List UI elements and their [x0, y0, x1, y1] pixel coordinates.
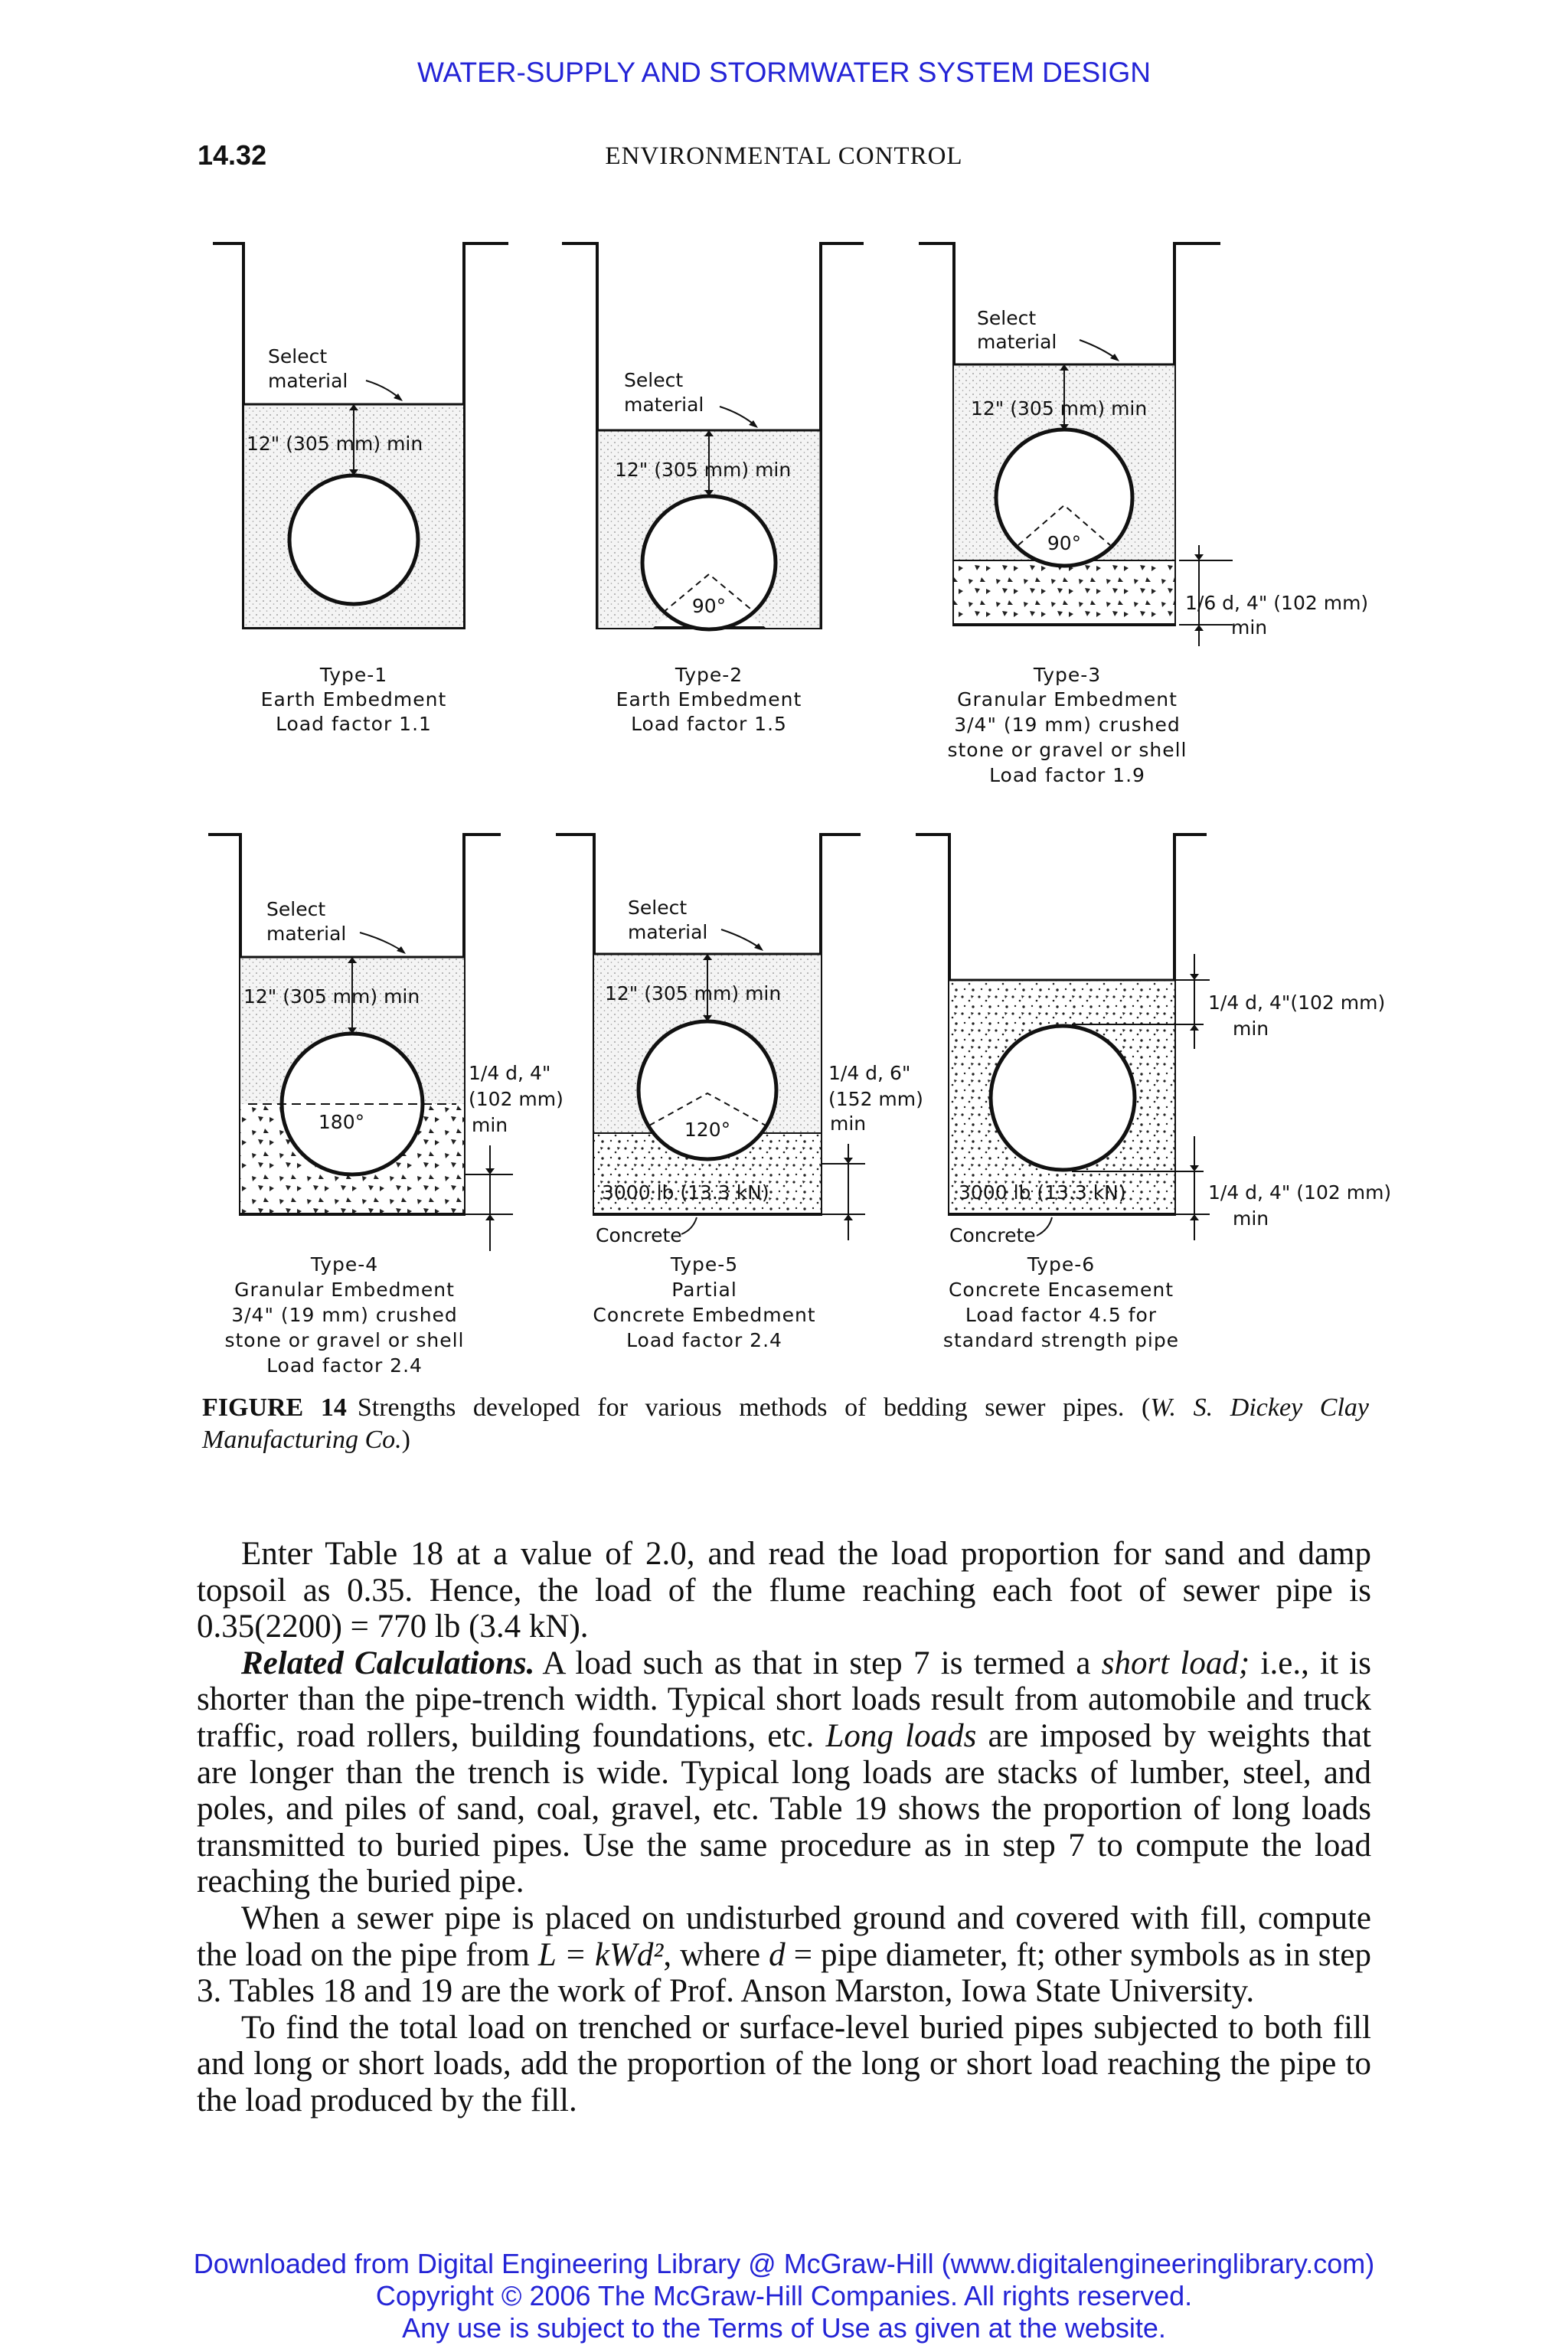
type-3-dim-label: 1/6 d, 4" (102 mm) [1185, 592, 1369, 614]
type-1-caption-line: Type-1 [319, 664, 388, 686]
type-6-caption-line: standard strength pipe [942, 1329, 1180, 1351]
type-2-caption-line: Load factor 1.5 [631, 713, 787, 735]
type-4-diagram [208, 835, 564, 1377]
paragraph: To find the total load on trenched or surface-level buried pipes subjected to both fill and long or short loads, add the proportion of the long or short load reaching the pipe to the load produced by the fill. [197, 2009, 1371, 2118]
type-6-caption-line: Load factor 4.5 for [965, 1304, 1158, 1326]
type-5-select-label: Select [628, 897, 688, 919]
type-4-dim-min: min [472, 1114, 508, 1136]
footer-download-link[interactable]: Downloaded from Digital Engineering Library @ McGraw-Hill (www.digitalengineeringlibrary.com) [193, 2248, 1375, 2279]
paragraph-text: are imposed by weights that are longer than the trench is wide. Typical long loads are stacks of lumber, steel, and poles, and piles of sand, coal, gravel, etc. Table 19 shows the proportion of long loads transmitted to buried pipes. Use the same procedure as in step 7 to compute the load reaching the buried pipe. [197, 1717, 1371, 1900]
paragraph-text: A load such as that in step 7 is termed a [542, 1645, 1102, 1681]
type-4-caption-line: Type-4 [310, 1253, 379, 1276]
page-number: 14.32 [198, 139, 267, 171]
type-3-cover-label: 12" (305 mm) min [971, 397, 1148, 420]
type-2-material-label: material [624, 394, 704, 416]
type-5-caption-line: Load factor 2.4 [626, 1329, 782, 1351]
footer-copyright[interactable]: Copyright © 2006 The McGraw-Hill Companies. All rights reserved. [375, 2280, 1193, 2311]
type-6-caption-line: Concrete Encasement [948, 1279, 1174, 1301]
type-5-dim-label: (152 mm) [828, 1088, 923, 1110]
type-4-dim-label: 1/4 d, 4" [469, 1062, 551, 1084]
type-6-dim-bottom-label: 1/4 d, 4" (102 mm) [1208, 1181, 1392, 1204]
type-2-select-label: Select [624, 369, 684, 391]
running-head: ENVIRONMENTAL CONTROL [605, 142, 963, 170]
type-6-dim-top-min: min [1233, 1018, 1269, 1040]
type-3-material-label: material [977, 331, 1057, 353]
paragraph-emphasis: short load; [1101, 1645, 1250, 1681]
paragraph-text: , where [663, 1936, 769, 1973]
type-3-diagram [919, 243, 1368, 786]
figure-caption [202, 1392, 1369, 1456]
type-3-caption-line: Type-3 [1033, 664, 1102, 686]
body-text [197, 1536, 1371, 2119]
type-4-material-label: material [266, 923, 347, 945]
type-2-diagram [562, 243, 864, 735]
type-6-caption-line: Type-6 [1027, 1253, 1096, 1276]
type-5-dim-min: min [830, 1112, 867, 1135]
caption-text: Strengths developed for various methods of bedding sewer pipes. ( [357, 1393, 1151, 1422]
type-5-material-label: material [628, 921, 708, 943]
type-3-caption-line: stone or gravel or shell [947, 739, 1187, 761]
type-5-caption-line: Partial [671, 1279, 737, 1301]
type-3-caption-line: Load factor 1.9 [989, 764, 1145, 786]
type-5-caption-line: Concrete Embedment [593, 1304, 816, 1326]
paragraph [197, 1900, 1371, 2010]
type-5-diagram [556, 835, 923, 1351]
paragraph-text: = pipe diameter, ft; other symbols as in step 3. Tables 18 and 19 are the work of Prof. Anson Marston, Iowa State University. [197, 1936, 1372, 2010]
type-6-dim-bottom-min: min [1233, 1207, 1269, 1230]
type-3-caption-line: 3/4" (19 mm) crushed [954, 714, 1181, 736]
type-5-concrete-strength: 3000 lb (13.3 kN) [602, 1181, 769, 1204]
formula-variable: d [769, 1936, 786, 1973]
type-1-caption-line: Earth Embedment [260, 688, 447, 710]
type-3-dim-min: min [1231, 616, 1268, 639]
type-1-select-label: Select [268, 345, 328, 368]
caption-close: ) [401, 1426, 410, 1454]
type-5-caption-line: Type-5 [670, 1253, 739, 1276]
type-6-concrete-strength: 3000 lb (13.3 kN) [959, 1181, 1126, 1204]
type-2-cover-label: 12" (305 mm) min [615, 459, 792, 481]
type-4-caption-line: 3/4" (19 mm) crushed [231, 1304, 458, 1326]
type-5-dim-label: 1/4 d, 6" [828, 1062, 911, 1084]
caption-source: W. S. Dickey Clay Manufacturing Co. [202, 1393, 1369, 1454]
section-heading: Related Calculations. [241, 1645, 535, 1681]
type-5-angle-label: 120° [684, 1119, 731, 1141]
type-6-concrete-label: Concrete [949, 1224, 1036, 1246]
paragraph-emphasis: Long loads [825, 1717, 977, 1754]
type-1-material-label: material [268, 370, 348, 392]
type-5-concrete-label: Concrete [596, 1224, 682, 1246]
footer-terms[interactable]: Any use is subject to the Terms of Use as given at the website. [402, 2312, 1166, 2344]
type-2-caption-line: Type-2 [675, 664, 743, 686]
type-2-caption-line: Earth Embedment [616, 688, 802, 710]
header-banner[interactable]: WATER-SUPPLY AND STORMWATER SYSTEM DESIGN [416, 57, 1151, 88]
paragraph-text: When a sewer pipe is placed on undisturbed ground and covered with fill, compute the load on the pipe from [197, 1900, 1371, 1973]
type-5-cover-label: 12" (305 mm) min [605, 982, 782, 1004]
type-4-caption-line: Granular Embedment [234, 1279, 455, 1301]
type-2-angle-label: 90° [691, 595, 727, 617]
type-4-select-label: Select [266, 898, 326, 920]
formula: L = kWd² [537, 1936, 664, 1973]
type-1-caption-line: Load factor 1.1 [276, 713, 432, 735]
type-4-dim-label: (102 mm) [469, 1088, 564, 1110]
paragraph: Enter Table 18 at a value of 2.0, and read the load proportion for sand and damp topsoil as 0.35. Hence, the load of the flume reaching each foot of sewer pipe is 0.35(2200) = 770 lb (3.4 kN). [197, 1536, 1371, 1645]
type-1-cover-label: 12" (305 mm) min [247, 433, 423, 455]
paragraph-text: i.e., it is shorter than the pipe-trench width. Typical short loads result from automobile and truck traffic, road rollers, building foundations, etc. [197, 1645, 1371, 1754]
type-3-caption-line: Granular Embedment [957, 688, 1178, 710]
type-4-angle-label: 180° [318, 1111, 365, 1133]
type-6-dim-top-label: 1/4 d, 4"(102 mm) [1208, 991, 1386, 1014]
type-3-angle-label: 90° [1047, 532, 1082, 554]
paragraph [197, 1645, 1371, 1900]
type-3-select-label: Select [977, 307, 1037, 329]
type-6-diagram [916, 835, 1391, 1351]
type-4-cover-label: 12" (305 mm) min [243, 985, 420, 1008]
figure-number: FIGURE 14 [202, 1393, 347, 1422]
type-4-caption-line: stone or gravel or shell [224, 1329, 465, 1351]
type-1-diagram [213, 243, 508, 735]
type-4-caption-line: Load factor 2.4 [266, 1354, 423, 1377]
